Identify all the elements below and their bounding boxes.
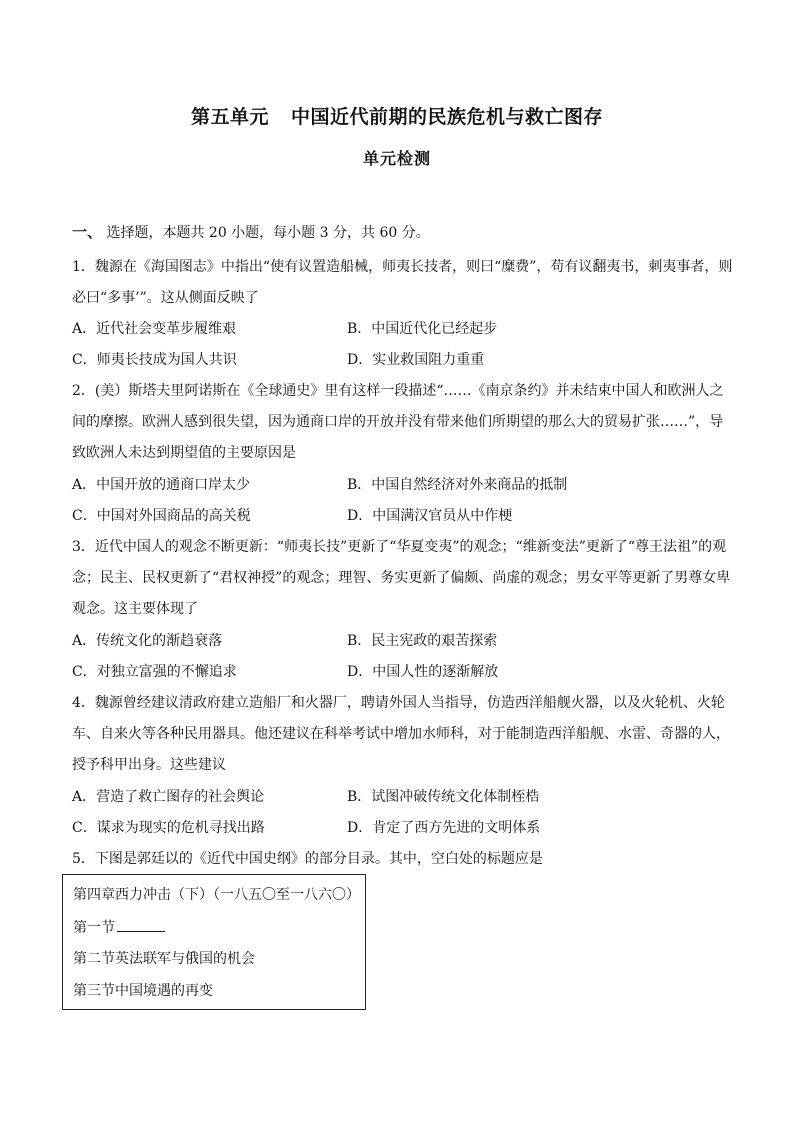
toc-section-3: 第三节中国境遇的再变 bbox=[73, 983, 213, 999]
q4-option-a[interactable]: A．营造了救亡图存的社会舆论 bbox=[72, 789, 265, 805]
toc-section-2: 第二节英法联军与俄国的机会 bbox=[73, 951, 255, 967]
q3-line-1: 3．近代中国人的观念不断更新：“师夷长技”更新了“华夏变夷”的观念；“维新变法”更新了“尊王法祖”的观 bbox=[72, 539, 727, 555]
answer-blank[interactable] bbox=[117, 917, 165, 932]
q4-line-2: 车、自来火等各种民用器具。他还建议在科举考试中增加水师科，对于能制造西洋船舰、水雷、奇器的人， bbox=[72, 726, 730, 742]
q1-option-c[interactable]: C．师夷长技成为国人共识 bbox=[72, 352, 237, 368]
section-instruction: 选择题，本题共 20 小题，每小题 3 分，共 60 分。 bbox=[106, 225, 430, 241]
q3-option-b[interactable]: B．民主宪政的艰苦探索 bbox=[347, 633, 498, 649]
q1-line-2: 必曰“多事’”。这从侧面反映了 bbox=[72, 290, 259, 306]
q4-option-d[interactable]: D．肯定了西方先进的文明体系 bbox=[347, 820, 541, 836]
unit-title: 中国近代前期的民族危机与救亡图存 bbox=[291, 106, 604, 128]
toc-section-1 bbox=[73, 917, 165, 938]
q3-option-a[interactable]: A．传统文化的渐趋衰落 bbox=[72, 633, 223, 649]
page-subtitle: 单元检测 bbox=[362, 149, 431, 168]
q4-option-c[interactable]: C．谋求为现实的危机寻找出路 bbox=[72, 820, 265, 836]
q4-line-1: 4．魏源曾经建议清政府建立造船厂和火器厂，聘请外国人当指导，仿造西洋船舰火器，以及火轮机、火轮 bbox=[72, 695, 725, 711]
q3-line-3: 观念。这主要体现了 bbox=[72, 601, 198, 617]
section-heading bbox=[72, 222, 732, 243]
q4-line-3: 授予科甲出身。这些建议 bbox=[72, 757, 226, 773]
q1-option-d[interactable]: D．实业救国阻力重重 bbox=[347, 352, 485, 368]
q2-option-d[interactable]: D．中国满汉官员从中作梗 bbox=[347, 508, 513, 524]
q2-option-a[interactable]: A．中国开放的通商口岸太少 bbox=[72, 477, 251, 493]
q1-line-1: 1．魏源在《海国图志》中指出“使有议置造船械，师夷长技者，则曰“糜费”，苟有议翻夷书，刺夷事者，则 bbox=[72, 259, 733, 275]
q3-option-c[interactable]: C．对独立富强的不懈追求 bbox=[72, 664, 237, 680]
q1-option-b[interactable]: B．中国近代化已经起步 bbox=[347, 321, 498, 337]
section-number: 一、 bbox=[72, 223, 103, 241]
q1-option-a[interactable]: A．近代社会变革步履维艰 bbox=[72, 321, 237, 337]
table-of-contents-box bbox=[62, 874, 366, 1010]
q4-option-b[interactable]: B．试图冲破传统文化体制桎梏 bbox=[347, 789, 540, 805]
toc-section-1-label: 第一节 bbox=[73, 920, 115, 936]
page-title bbox=[0, 102, 794, 129]
q3-line-2: 念；民主、民权更新了“君权神授”的观念；理智、务实更新了偏颇、尚虚的观念；男女平等更新了男尊女卑 bbox=[72, 570, 731, 586]
q2-option-c[interactable]: C．中国对外国商品的高关税 bbox=[72, 508, 251, 524]
q5-line-1: 5．下图是郭廷以的《近代中国史纲》的部分目录。其中，空白处的标题应是 bbox=[72, 851, 543, 867]
q2-line-3: 致欧洲人未达到期望值的主要原因是 bbox=[72, 445, 296, 461]
q2-line-1: 2．(美）斯塔夫里阿诺斯在《全球通史》里有这样一段描述“……《南京条约》并未结束中国人和欧洲人之 bbox=[72, 383, 724, 399]
q2-line-2: 间的摩擦。欧洲人感到很失望，因为通商口岸的开放并没有带来他们所期望的那么大的贸易扩张……”，导 bbox=[72, 414, 724, 430]
unit-label: 第五单元 bbox=[190, 106, 269, 128]
q2-option-b[interactable]: B．中国自然经济对外来商品的抵制 bbox=[347, 477, 568, 493]
toc-chapter: 第四章西力冲击（下）（一八五〇至一八六〇） bbox=[73, 887, 360, 903]
q3-option-d[interactable]: D．中国人性的逐渐解放 bbox=[347, 664, 499, 680]
